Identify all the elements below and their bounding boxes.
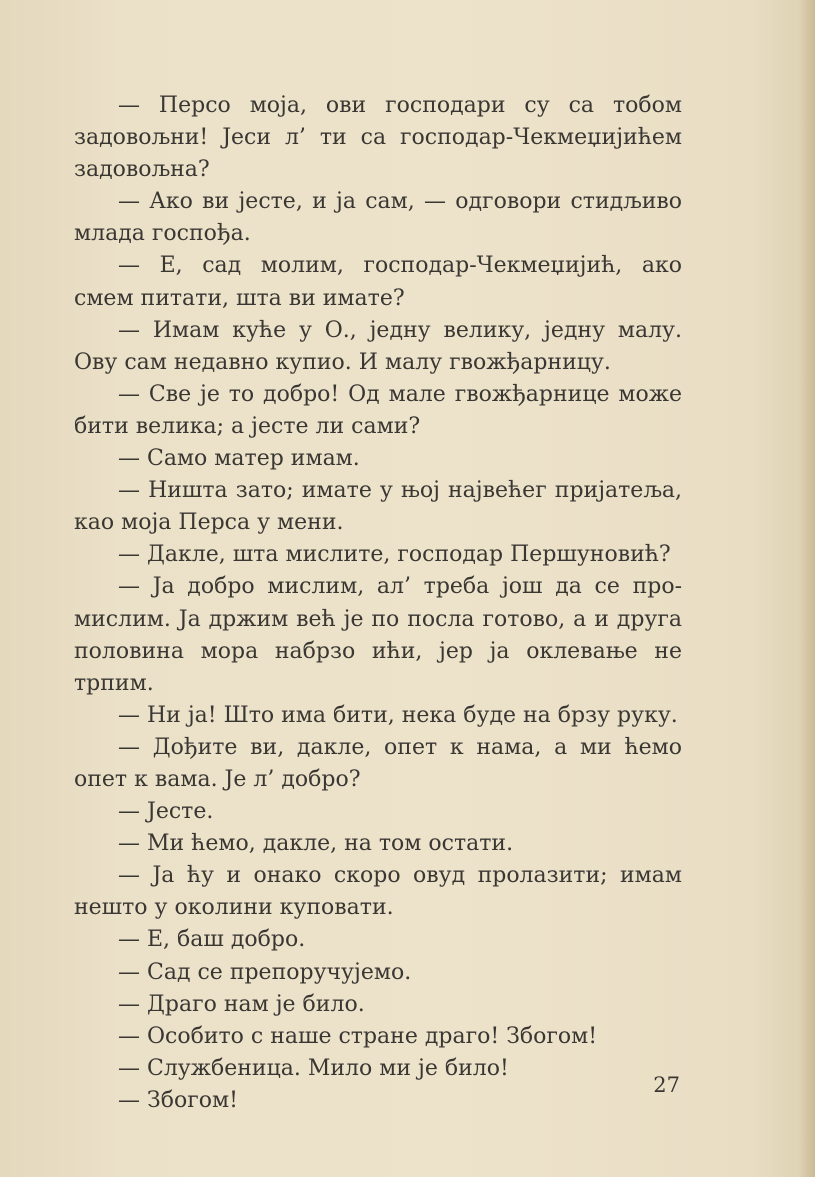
paragraph-14: — Ја ћу и онако скоро овуд пролазити; имам нешто у околини куповати. [74,863,682,921]
page-edge-shadow [799,0,815,1177]
body-text [74,90,682,1117]
paragraph-7: — Ништа зато; имате у њој највећег пријатеља, као моја Перса у мени. [74,478,682,536]
page-number: 27 [653,1073,680,1097]
paragraph-6: — Само матер имам. [118,446,360,472]
paragraph-15: — Е, баш добро. [118,927,306,953]
paragraph-20: — Збогом! [118,1087,238,1113]
paragraph-17: — Драго нам је било. [118,991,365,1017]
paragraph-10: — Ни ја! Што има бити, нека буде на брзу руку. [118,702,678,728]
paragraph-3: — Е, сад молим, господар-Чекмеџијић, ако смем питати, шта ви имате? [74,253,682,311]
paragraph-12: — Јесте. [118,799,214,825]
paragraph-18: — Особито с наше стране драго! Збогом! [118,1023,598,1049]
paragraph-19: — Службеница. Мило ми је било! [118,1055,509,1081]
paragraph-1: — Персо моја, ови господари су са тобом задовољни! Јеси л’ ти са господар-Чекмеџијићем задовољна? [74,93,682,183]
paragraph-2: — Ако ви јесте, и ја сам, — одговори стидљиво млада госпођа. [74,189,682,247]
paragraph-11: — Дођите ви, дакле, опет к нама, а ми ћемо опет к вама. Је л’ добро? [74,734,682,792]
paragraph-9: — Ја добро мислим, ал’ треба још да се промислим. Ја држим већ је по посла готово, а и друга половина мора набрзо ићи, јер ја оклевање не трпим. [74,574,682,696]
paragraph-16: — Сад се препоручујемо. [118,959,412,985]
paragraph-5: — Све је то добро! Од мале гвожђарнице може бити велика; а јесте ли сами? [74,381,682,439]
paragraph-4: — Имам куће у О., једну велику, једну малу. Ову сам недавно купио. И малу гвожђарницу. [74,317,682,375]
paragraph-13: — Ми ћемо, дакле, на том остати. [118,831,514,857]
paragraph-8: — Дакле, шта мислите, господар Першуновић? [118,542,671,568]
